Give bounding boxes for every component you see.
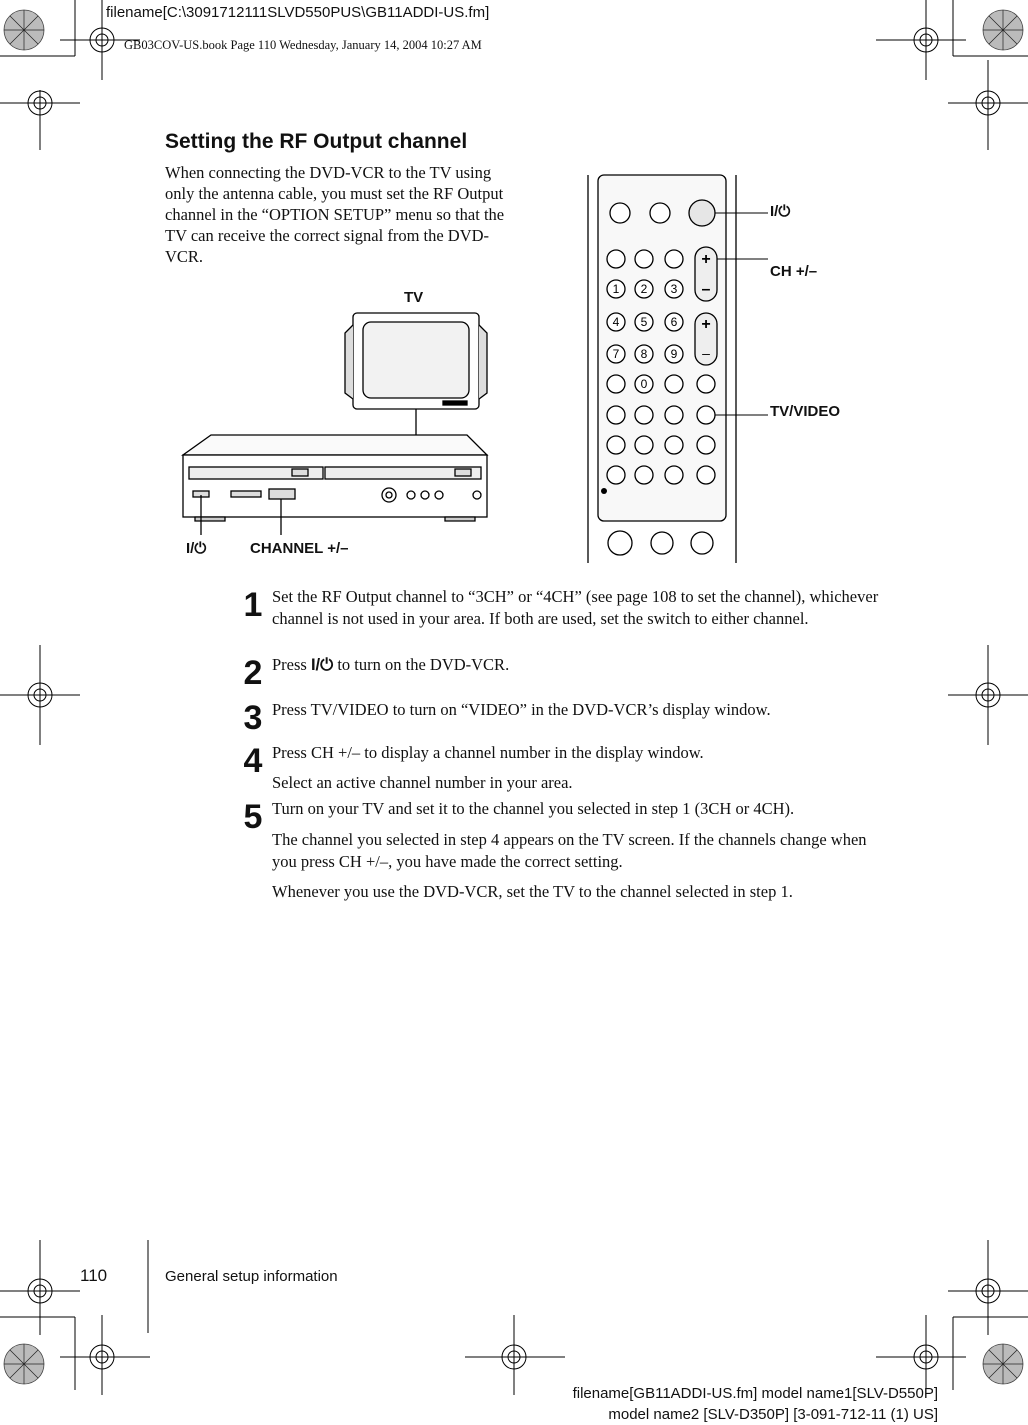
header-book-info: GB03COV-US.book Page 110 Wednesday, January 14, 2004 10:27 AM: [124, 38, 482, 52]
step-4-text: Press CH +/– to display a channel number in the display window.: [272, 743, 704, 762]
key-0: 0: [640, 377, 648, 391]
key-9: 9: [670, 347, 678, 361]
step-5-text: Turn on your TV and set it to the channel you selected in step 1 (3CH or 4CH).: [272, 799, 795, 818]
step-4-number: 4: [243, 742, 263, 780]
eject-button: [610, 203, 630, 223]
key-1: 1: [612, 282, 620, 296]
key-4: 4: [612, 315, 620, 329]
dvdvcr-channel-label: CHANNEL +/–: [250, 540, 349, 557]
step-5-note-2: Whenever you use the DVD-VCR, set the TV to the channel selected in step 1.: [272, 882, 793, 901]
step-2-text: Press I/⏻ to turn on the DVD-VCR.: [272, 655, 510, 674]
step-1-text: Set the RF Output channel to “3CH” or “4CH” (see page 108 to set the channel), whichever channel is not used in your area. If both are used, set the switch to either channel.: [272, 587, 879, 628]
tv-screen: [363, 322, 469, 398]
svg-text:+: +: [701, 316, 711, 333]
remote-power-label: I/⏻: [770, 203, 791, 220]
svg-text:+: +: [701, 251, 711, 268]
tv-dvdvcr-illustration: [175, 295, 495, 535]
header-filename: filename[C:\3091712111SLVD550PUS\GB11ADDI-US.fm]: [106, 4, 490, 21]
remote-ch-label: CH +/–: [770, 263, 818, 280]
svg-text:–: –: [702, 345, 710, 361]
step-1-number: 1: [243, 586, 263, 624]
intro-paragraph: When connecting the DVD-VCR to the TV using only the antenna cable, you must set the RF Output channel in the “OPTION SETUP” menu so that the TV can receive the correct signal from the DVD-VCR.: [165, 163, 505, 266]
dvdvcr-top: [183, 435, 487, 455]
key-5: 5: [640, 315, 648, 329]
step-5-note-1: The channel you selected in step 4 appears on the TV screen. If the channels change when you press CH +/–, you have made the correct setting.: [272, 830, 867, 871]
remote-power-button: [689, 200, 715, 226]
step-5-number: 5: [243, 798, 263, 836]
step-4-note-1: Select an active channel number in your area.: [272, 773, 573, 792]
section-title: Setting the RF Output channel: [165, 130, 468, 153]
power-button-symbol: I/⏻: [310, 656, 334, 674]
step-3-number: 3: [243, 699, 263, 737]
key-6: 6: [670, 315, 678, 329]
step-3-text: Press TV/VIDEO to turn on “VIDEO” in the DVD-VCR’s display window.: [272, 700, 771, 719]
tv-label: TV: [404, 289, 424, 306]
key-8: 8: [640, 347, 648, 361]
step-2-number: 2: [243, 654, 263, 692]
dvdvcr-power-label: I/⏻: [186, 540, 207, 557]
open-close-button: [650, 203, 670, 223]
key-3: 3: [670, 282, 678, 296]
page-number: 110: [80, 1266, 108, 1285]
dvdvcr-front: [183, 455, 487, 517]
key-2: 2: [640, 282, 648, 296]
footer-section: General setup information: [165, 1268, 338, 1285]
footer-filename: filename[GB11ADDI-US.fm] model name1[SLV-D550P] model name2 [SLV-D350P] [3-091-712-11 (1) US]: [572, 1385, 938, 1423]
remote-tvvideo-label: TV/VIDEO: [770, 403, 841, 420]
key-7: 7: [612, 347, 620, 361]
svg-text:–: –: [701, 281, 711, 298]
remote-control-illustration: [588, 175, 738, 565]
